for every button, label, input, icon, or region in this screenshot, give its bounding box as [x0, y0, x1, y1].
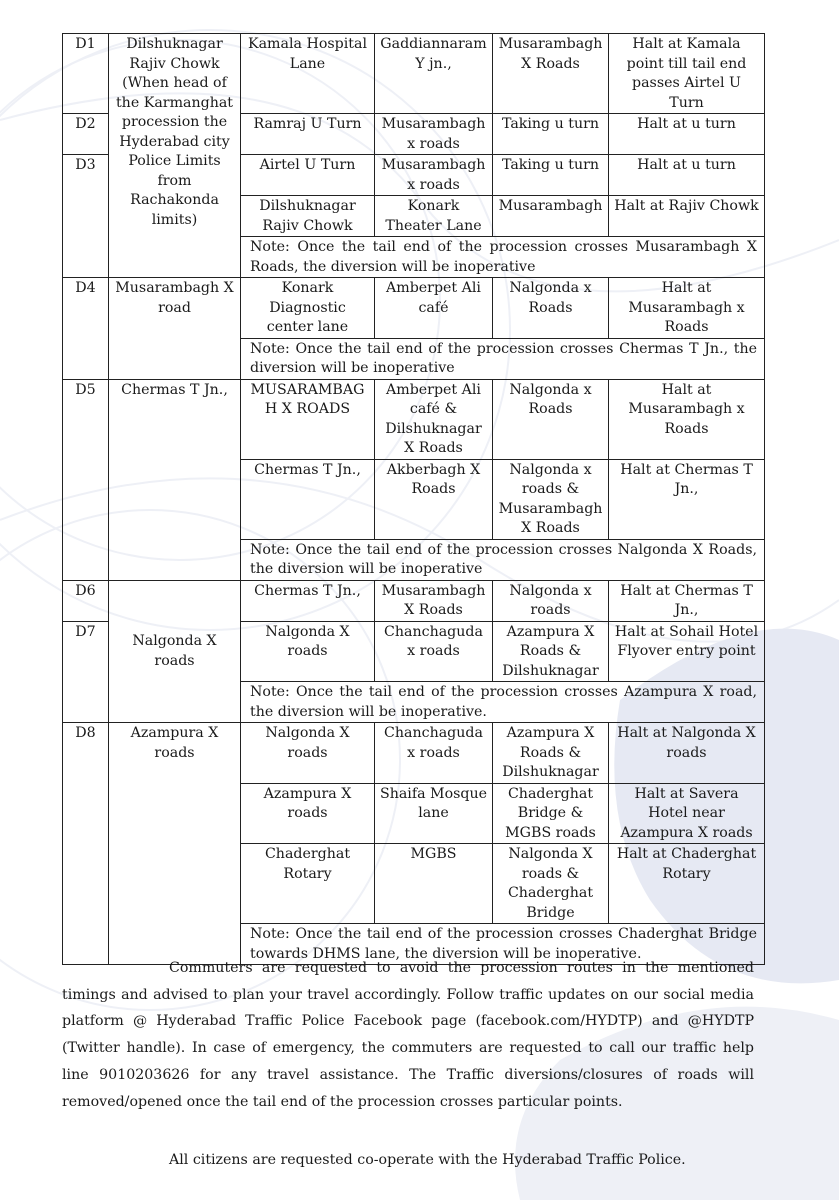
row-code: D1 [63, 34, 109, 114]
cell: Shaifa Mosque lane [375, 783, 493, 844]
junction-cell [109, 580, 241, 723]
table-row [63, 34, 765, 114]
cell: Halt at Chermas T Jn., [609, 580, 765, 621]
cell: Halt at Musarambagh x Roads [609, 278, 765, 339]
cell: Musarambagh X Roads [375, 580, 493, 621]
row-code: D5 [63, 379, 109, 580]
note-cell: Note: Once the tail end of the procession crosses Nalgonda X Roads, the diversion will be inoperative [241, 539, 765, 580]
cell: Musarambagh x roads [375, 114, 493, 155]
cell: Akberbagh X Roads [375, 459, 493, 539]
note-cell: Note: Once the tail end of the procession crosses Chermas T Jn., the diversion will be inoperative [241, 338, 765, 379]
table-row [63, 580, 765, 621]
cell: Chermas T Jn., [241, 459, 375, 539]
cell: Nalgonda X roads & Chaderghat Bridge [493, 844, 609, 924]
diversion-table [62, 33, 765, 965]
cell: Musarambagh X Roads [493, 34, 609, 114]
cell: Halt at Chermas T Jn., [609, 459, 765, 539]
cell: Chaderghat Bridge & MGBS roads [493, 783, 609, 844]
cell: Halt at Kamala point till tail end passes Airtel U Turn [609, 34, 765, 114]
table-row [63, 723, 765, 784]
cell: Azampura X Roads & Dilshuknagar [493, 621, 609, 682]
junction-cell: Musarambagh X road [109, 278, 241, 380]
junction-label: Nalgonda X roads [132, 633, 217, 669]
junction-cell: Dilshuknagar Rajiv Chowk (When head of the Karmanghat procession the Hyderabad city Police Limits from Rachakonda limits) [109, 34, 241, 278]
cell: Kamala Hospital Lane [241, 34, 375, 114]
cell: Chanchaguda x roads [375, 723, 493, 784]
row-code: D4 [63, 278, 109, 380]
cell: Azampura X Roads & Dilshuknagar [493, 723, 609, 784]
cell: Chermas T Jn., [241, 580, 375, 621]
junction-cell: Azampura X roads [109, 723, 241, 965]
cell: Nalgonda X roads [241, 723, 375, 784]
cell: Nalgonda x Roads [493, 379, 609, 459]
cell: Konark Diagnostic center lane [241, 278, 375, 339]
table-row [63, 278, 765, 339]
cell: Halt at u turn [609, 114, 765, 155]
note-cell: Note: Once the tail end of the procession crosses Azampura X road, the diversion will be inoperative. [241, 682, 765, 723]
note-cell: Note: Once the tail end of the procession crosses Musarambagh X Roads, the diversion will be inoperative [241, 237, 765, 278]
row-code: D2 [63, 114, 109, 155]
cell: Chanchaguda x roads [375, 621, 493, 682]
row-code: D7 [63, 621, 109, 723]
advisory-paragraph: Commuters are requested to avoid the procession routes in the mentioned timings and advised to plan your travel accordingly. Follow traffic updates on our social media platform @ Hyderabad Traffic Police Facebook page (facebook.com/HYDTP) and @HYDTP (Twitter handle). In case of emergency, the commuters are requested to call our traffic help line 9010203626 for any travel assistance. The Traffic diversions/closures of roads will removed/opened once the tail end of the procession crosses particular points. [62, 960, 754, 1110]
row-code: D8 [63, 723, 109, 965]
cell: Musarambagh [493, 196, 609, 237]
cell: Nalgonda X roads [241, 621, 375, 682]
cooperate-paragraph: All citizens are requested co-operate with the Hyderabad Traffic Police. [169, 1152, 686, 1168]
cell: Halt at Nalgonda X roads [609, 723, 765, 784]
note-cell: Note: Once the tail end of the procession crosses Chaderghat Bridge towards DHMS lane, the diversion will be inoperative. [241, 924, 765, 965]
cell: Halt at u turn [609, 155, 765, 196]
cell: Taking u turn [493, 114, 609, 155]
cell: Chaderghat Rotary [241, 844, 375, 924]
cell: MUSARAMBAGH X ROADS [241, 379, 375, 459]
cell: Amberpet Ali café & Dilshuknagar X Roads [375, 379, 493, 459]
diversion-table-container [62, 33, 764, 965]
junction-cell: Chermas T Jn., [109, 379, 241, 580]
cell: Musarambagh x roads [375, 155, 493, 196]
cell: Nalgonda x roads & Musarambagh X Roads [493, 459, 609, 539]
cell: Airtel U Turn [241, 155, 375, 196]
cell: Halt at Chaderghat Rotary [609, 844, 765, 924]
cell: MGBS [375, 844, 493, 924]
cell: Azampura X roads [241, 783, 375, 844]
cell: Dilshuknagar Rajiv Chowk [241, 196, 375, 237]
cell: Konark Theater Lane [375, 196, 493, 237]
row-code: D3 [63, 155, 109, 278]
row-code: D6 [63, 580, 109, 621]
cell: Gaddiannaram Y jn., [375, 34, 493, 114]
cell: Halt at Sohail Hotel Flyover entry point [609, 621, 765, 682]
table-row [63, 379, 765, 459]
cell: Ramraj U Turn [241, 114, 375, 155]
cell: Nalgonda x roads [493, 580, 609, 621]
cell: Amberpet Ali café [375, 278, 493, 339]
cell: Halt at Musarambagh x Roads [609, 379, 765, 459]
cell: Nalgonda x Roads [493, 278, 609, 339]
cell: Halt at Savera Hotel near Azampura X roads [609, 783, 765, 844]
cell: Halt at Rajiv Chowk [609, 196, 765, 237]
cell: Taking u turn [493, 155, 609, 196]
